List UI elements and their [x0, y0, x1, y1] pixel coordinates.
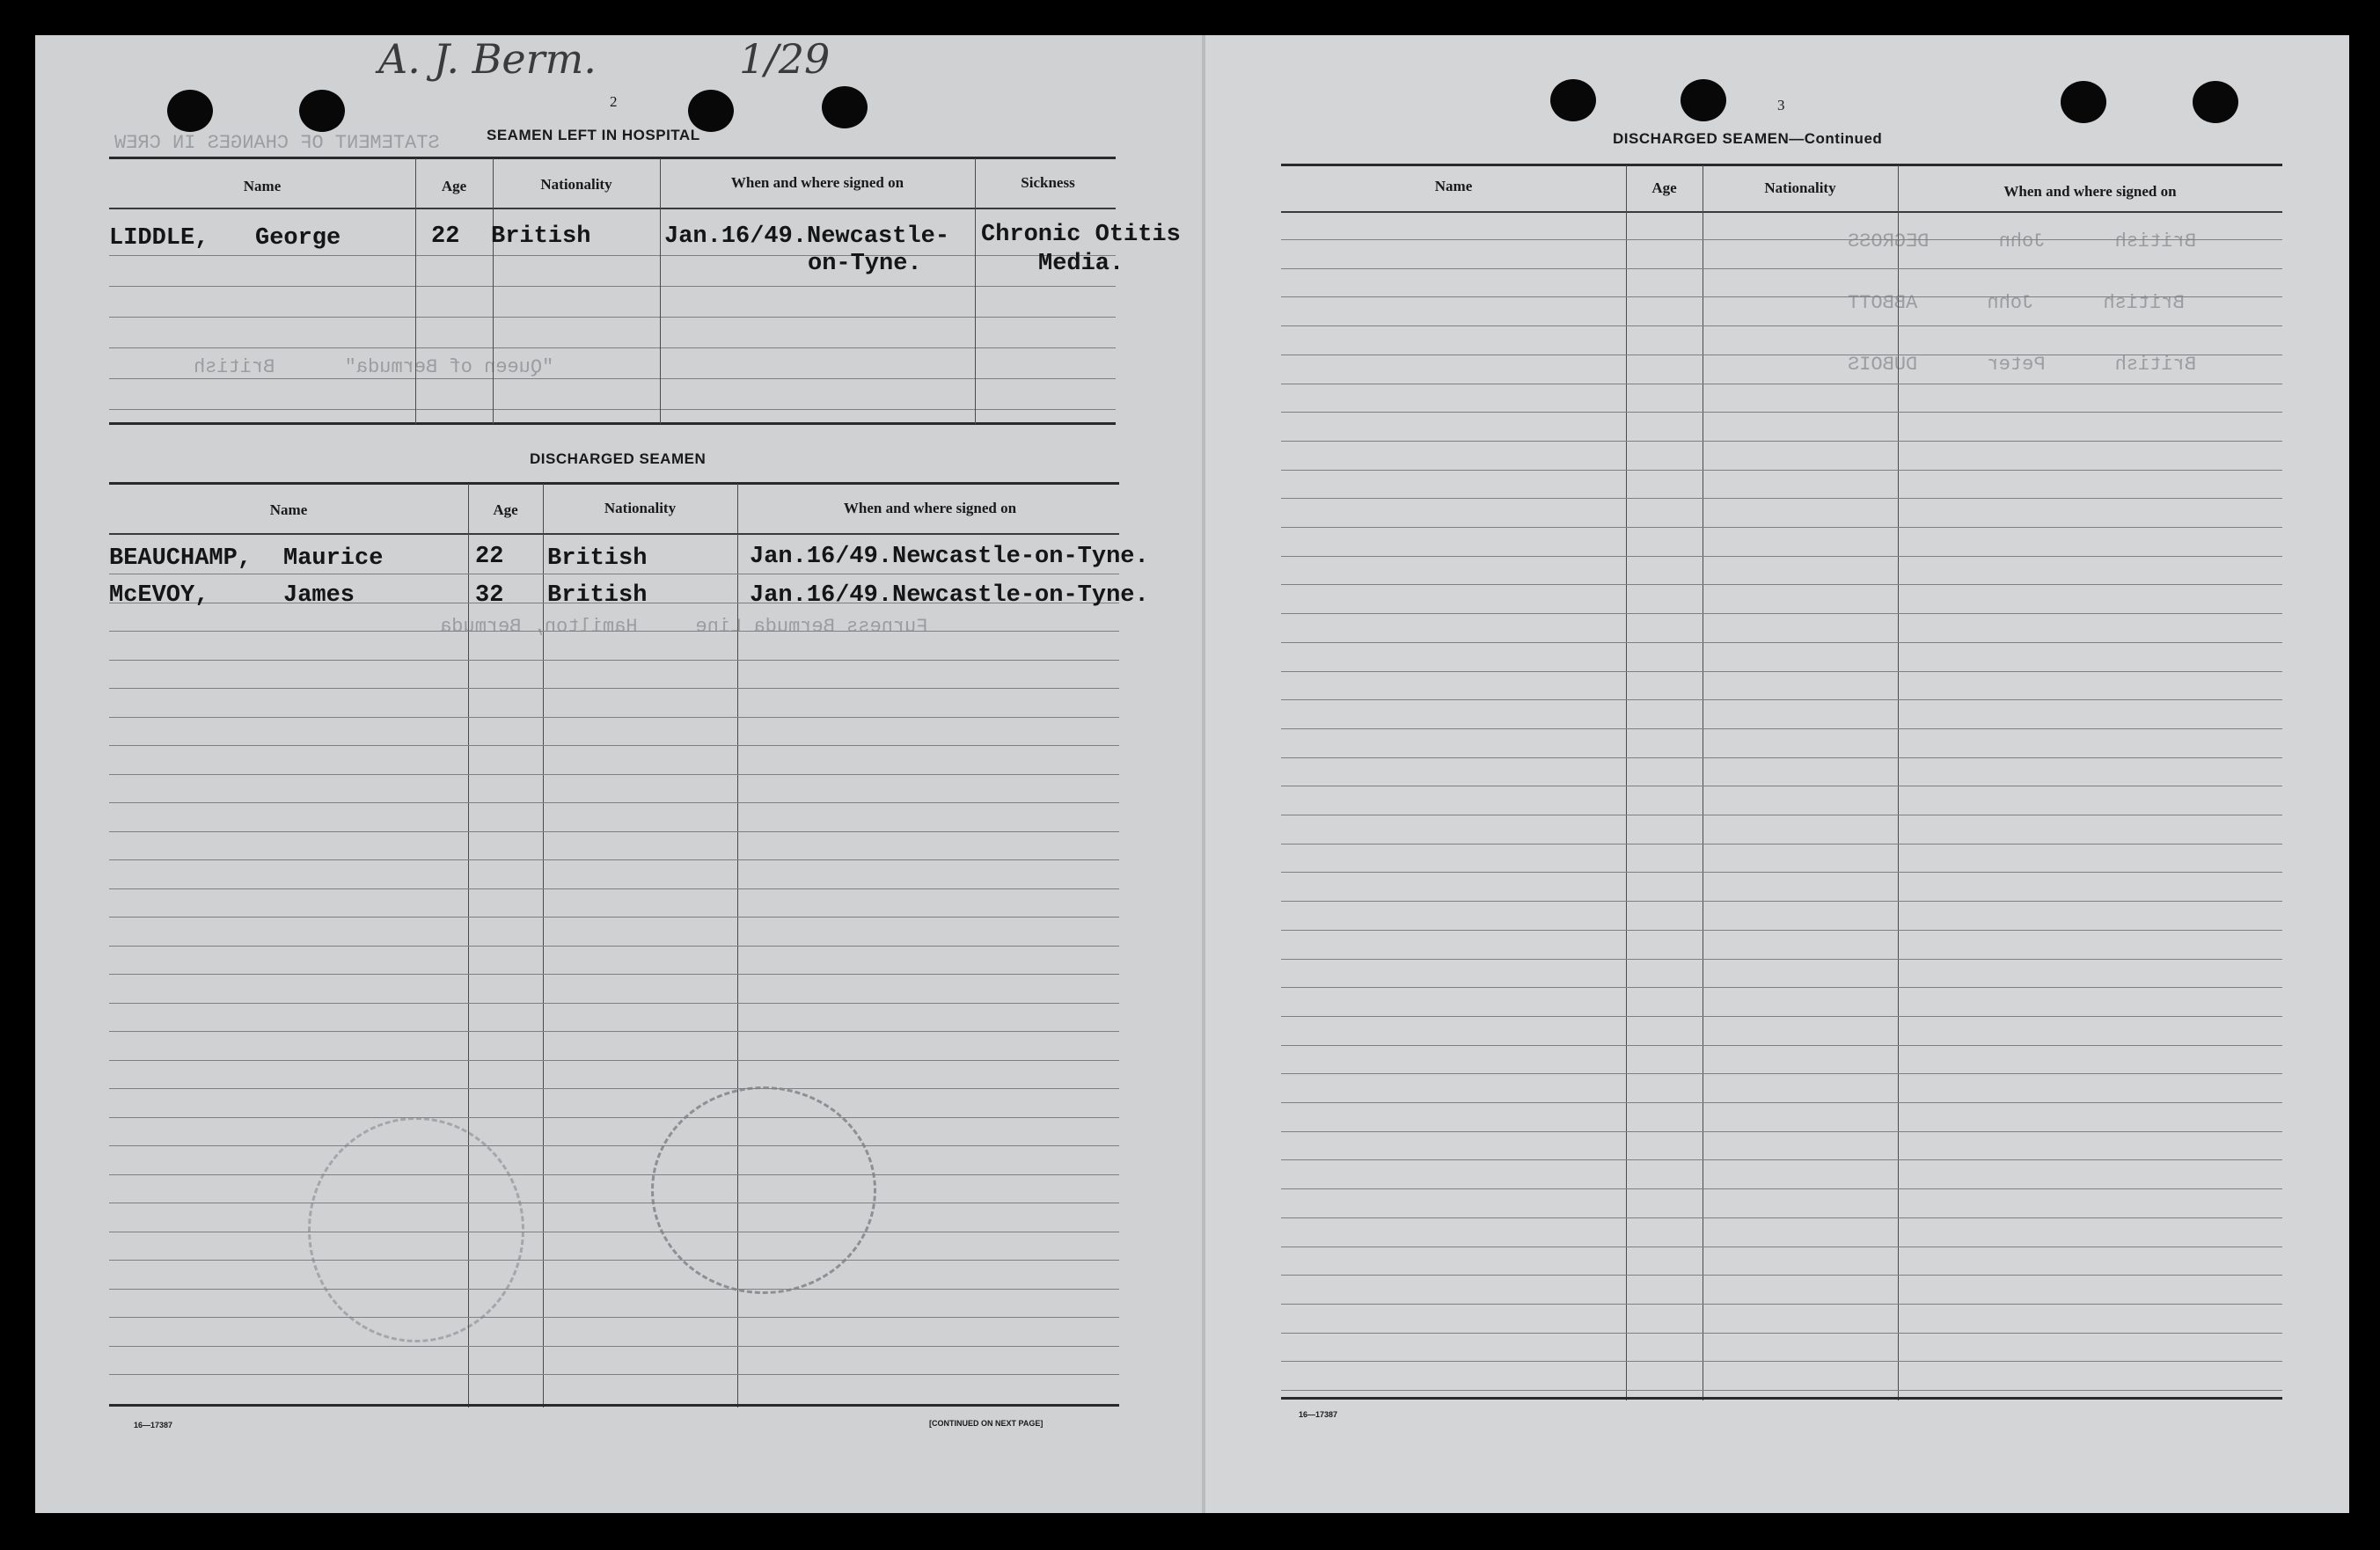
table-header-rule — [109, 208, 1116, 209]
seaman-given-name: George — [255, 225, 341, 252]
ruled-line — [1281, 757, 2282, 758]
ruled-line — [1281, 470, 2282, 471]
ruled-line — [1281, 699, 2282, 700]
seaman-given-name: Maurice — [283, 545, 384, 572]
ruled-line — [1281, 728, 2282, 729]
bleed-through-text: "Queen of Bermuda" British — [194, 356, 554, 378]
seaman-surname: BEAUCHAMP, — [109, 545, 253, 572]
column-header-name: Name — [269, 501, 308, 518]
ruled-line — [109, 1145, 1119, 1146]
ruled-line — [109, 1374, 1119, 1375]
seaman-given-name: James — [283, 582, 355, 609]
sickness-line1: Chronic Otitis — [981, 222, 1181, 248]
bleed-through-text: STATEMENT OF CHANGES IN CREW — [114, 132, 440, 154]
ruled-line — [1281, 959, 2282, 960]
ruled-line — [1281, 987, 2282, 988]
column-header-nationality: Nationality — [540, 176, 612, 193]
ruled-line — [1281, 1217, 2282, 1218]
ruled-line — [1281, 901, 2282, 902]
section-title-discharged: DISCHARGED SEAMEN — [530, 450, 707, 467]
ruled-line — [109, 859, 1119, 860]
ruled-line — [109, 974, 1119, 975]
seaman-nationality: British — [547, 582, 648, 609]
seaman-age: 22 — [431, 223, 460, 250]
signed-on: Jan.16/49.Newcastle-on-Tyne. — [750, 582, 1149, 609]
ruled-line — [1281, 268, 2282, 269]
punch-hole — [688, 90, 734, 132]
page-number: 2 — [610, 93, 618, 110]
column-header-sickness: Sickness — [1021, 174, 1075, 191]
signed-on-line1: Jan.16/49.Newcastle- — [664, 223, 950, 250]
seaman-age: 32 — [475, 582, 504, 609]
ruled-line — [1281, 1159, 2282, 1160]
column-header-age: Age — [441, 178, 467, 194]
punch-hole — [299, 90, 345, 132]
table-top-rule — [109, 157, 1116, 159]
right-page — [1205, 35, 2349, 1513]
ruled-line — [1281, 1304, 2282, 1305]
ruled-line — [109, 1031, 1119, 1032]
sickness-line2: Media. — [1038, 251, 1124, 277]
handwritten-note: A. J. Berm. — [378, 35, 597, 83]
ruled-line — [1281, 930, 2282, 931]
ruled-line — [1281, 325, 2282, 326]
ruled-line — [109, 1260, 1119, 1261]
punch-hole — [822, 86, 868, 128]
ruled-line — [109, 1060, 1119, 1061]
ruled-line — [1281, 441, 2282, 442]
ruled-line — [1281, 1361, 2282, 1362]
ruled-line — [109, 774, 1119, 775]
signed-on: Jan.16/49.Newcastle-on-Tyne. — [750, 544, 1149, 570]
ruled-line — [1281, 1045, 2282, 1046]
column-header-age: Age — [493, 501, 518, 518]
ruled-line — [1281, 642, 2282, 643]
ruled-line — [1281, 239, 2282, 240]
ruled-line — [1281, 296, 2282, 297]
column-header-signed-on: When and where signed on — [730, 174, 904, 191]
column-header-signed-on: When and where signed on — [843, 500, 1017, 516]
ruled-line — [1281, 671, 2282, 672]
ruled-line — [1281, 1333, 2282, 1334]
ruled-line — [109, 946, 1119, 947]
column-header-nationality: Nationality — [604, 500, 677, 516]
ruled-line — [109, 802, 1119, 803]
column-header-name: Name — [243, 178, 282, 194]
ruled-line — [109, 1174, 1119, 1175]
ruled-line — [1281, 1188, 2282, 1189]
ruled-line — [1281, 1131, 2282, 1132]
seaman-nationality: British — [491, 223, 591, 250]
signed-on-line2: on-Tyne. — [808, 251, 922, 277]
section-title-discharged-continued: DISCHARGED SEAMEN—Continued — [1613, 130, 1883, 147]
ruled-line — [1281, 1102, 2282, 1103]
form-number: 16—17387 — [1299, 1410, 1338, 1419]
seaman-nationality: British — [547, 545, 648, 572]
column-header-signed-on: When and where signed on — [2003, 183, 2177, 200]
ruled-line — [1281, 527, 2282, 528]
punch-hole — [1681, 79, 1726, 121]
ruled-line — [1281, 872, 2282, 873]
official-stamp — [308, 1117, 524, 1342]
punch-hole — [2061, 81, 2106, 123]
ruled-line — [109, 745, 1119, 746]
ruled-line — [1281, 1016, 2282, 1017]
table-bottom-rule — [109, 422, 1116, 425]
ruled-line — [1281, 1390, 2282, 1391]
column-header-name: Name — [1434, 178, 1473, 194]
ruled-line — [109, 717, 1119, 718]
ruled-line — [109, 1346, 1119, 1347]
ruled-line — [109, 1289, 1119, 1290]
column-header-nationality: Nationality — [1764, 179, 1836, 196]
punch-hole — [1550, 79, 1596, 121]
form-number: 16—17387 — [134, 1421, 173, 1429]
ruled-line — [109, 688, 1119, 689]
ruled-line — [1281, 584, 2282, 585]
bleed-through-text: Furness Bermuda Line Hamilton, Bermuda — [440, 616, 928, 638]
ruled-line — [1281, 412, 2282, 413]
bleed-through-text: British John ABBOTT — [1848, 292, 2185, 314]
ruled-line — [109, 1088, 1119, 1089]
ruled-line — [1281, 613, 2282, 614]
continued-note: [CONTINUED ON NEXT PAGE] — [929, 1419, 1044, 1428]
ruled-line — [109, 888, 1119, 889]
ruled-line — [109, 1317, 1119, 1318]
ruled-line — [1281, 498, 2282, 499]
bleed-through-text: British John DEGROSS — [1848, 230, 2197, 252]
handwritten-date: 1/29 — [739, 35, 831, 83]
page-number: 3 — [1777, 97, 1785, 113]
ruled-line — [1281, 556, 2282, 557]
ruled-line — [109, 631, 1119, 632]
seaman-age: 22 — [475, 544, 504, 570]
ruled-line — [109, 660, 1119, 661]
punch-hole — [2193, 81, 2238, 123]
punch-hole — [167, 90, 213, 132]
ruled-line — [109, 831, 1119, 832]
seaman-surname: McEVOY, — [109, 582, 209, 609]
ruled-line — [1281, 1275, 2282, 1276]
ruled-line — [109, 1003, 1119, 1004]
page-fold — [1202, 35, 1205, 1513]
column-header-age: Age — [1651, 179, 1677, 196]
ruled-line — [109, 1117, 1119, 1118]
ruled-line — [1281, 1073, 2282, 1074]
bleed-through-text: British Peter DUBOIS — [1848, 354, 2197, 376]
section-title-hospital: SEAMEN LEFT IN HOSPITAL — [487, 127, 700, 143]
seaman-surname: LIDDLE, — [109, 225, 209, 252]
ruled-line — [109, 917, 1119, 918]
